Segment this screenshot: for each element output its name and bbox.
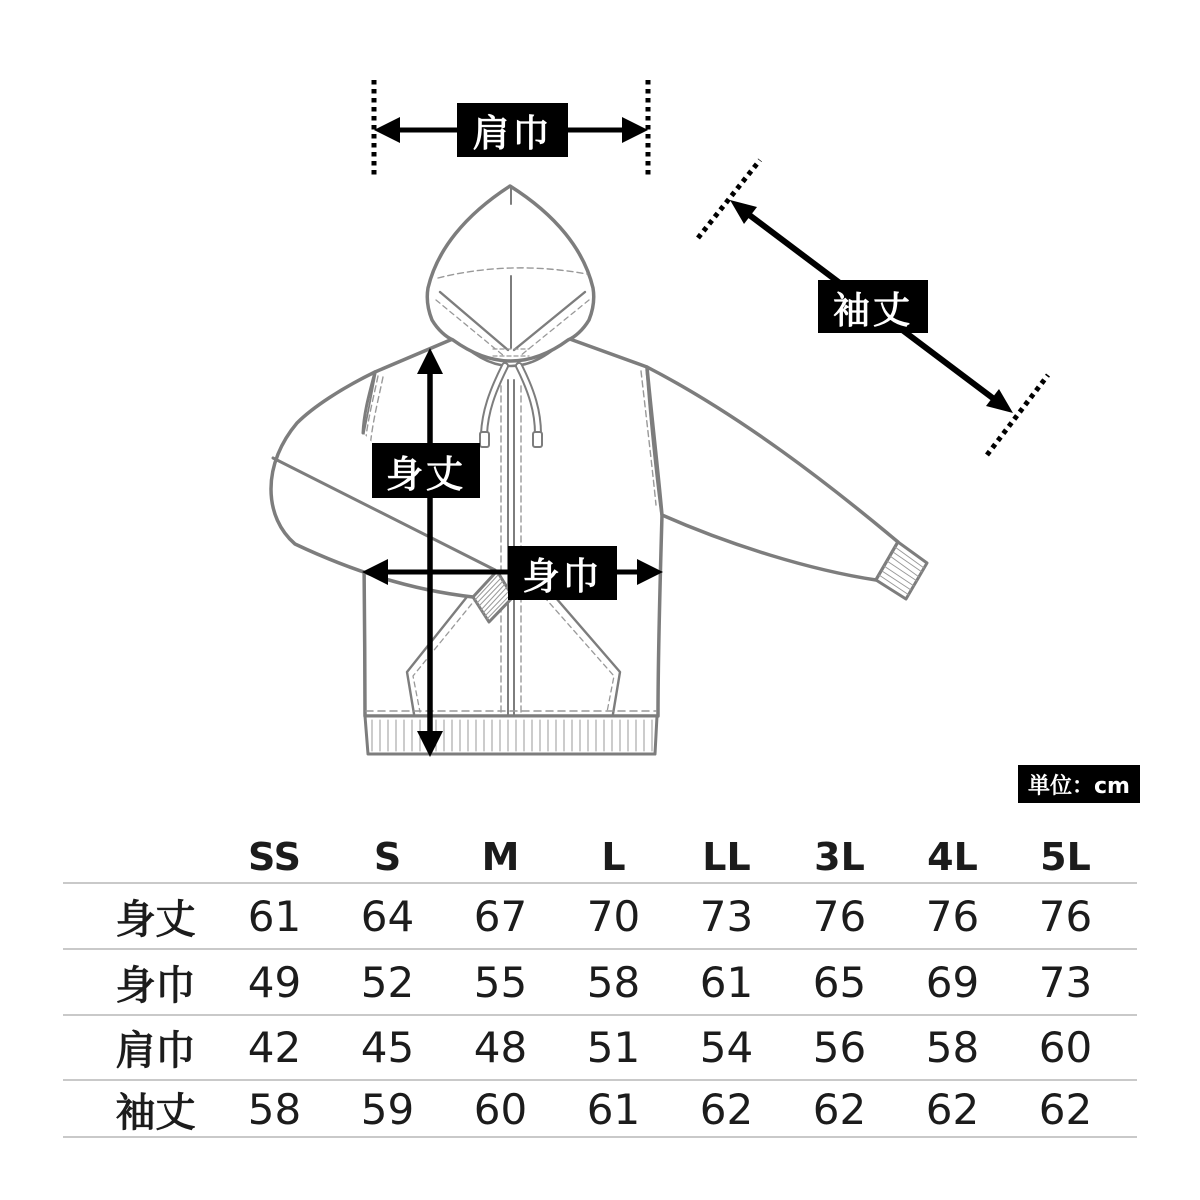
value-cell: 62 — [812, 1085, 867, 1134]
arrowhead-right — [622, 117, 648, 143]
size-header-3l: 3L — [814, 834, 865, 879]
value-cell: 45 — [360, 1023, 415, 1072]
value-cell: 73 — [1038, 957, 1093, 1007]
value-cell: 76 — [1038, 891, 1093, 941]
value-cell: 76 — [925, 891, 980, 941]
right-sleeve — [647, 367, 927, 599]
value-cell: 58 — [925, 1023, 980, 1072]
value-cell: 70 — [586, 891, 641, 941]
table-row-body-width — [63, 950, 1137, 1016]
value-cell: 61 — [699, 957, 754, 1007]
row-label: 身巾 — [115, 962, 196, 1009]
value-cell: 76 — [812, 891, 867, 941]
value-cell: 64 — [360, 891, 415, 941]
value-cell: 52 — [360, 957, 415, 1007]
size-header-5l: 5L — [1040, 834, 1091, 879]
value-cell: 55 — [473, 957, 528, 1007]
value-cell: 62 — [925, 1085, 980, 1134]
table-row-body-length — [63, 884, 1137, 950]
hem-band — [365, 711, 657, 754]
row-label: 袖丈 — [115, 1090, 196, 1136]
value-cell: 62 — [1038, 1085, 1093, 1134]
value-cell: 58 — [586, 957, 641, 1007]
value-cell: 59 — [360, 1085, 415, 1134]
row-label: 身丈 — [115, 896, 196, 943]
value-cell: 69 — [925, 957, 980, 1007]
sleeve-length-label: 袖丈 — [818, 280, 928, 333]
row-label: 肩巾 — [115, 1028, 196, 1074]
size-header-ss: SS — [247, 834, 302, 879]
table-row-sleeve-length — [63, 1081, 1137, 1138]
value-cell: 56 — [812, 1023, 867, 1072]
body-width-label: 身巾 — [508, 546, 617, 600]
value-cell: 61 — [586, 1085, 641, 1134]
value-cell: 60 — [1038, 1023, 1093, 1072]
size-header-ll: LL — [702, 834, 751, 879]
value-cell: 65 — [812, 957, 867, 1007]
shoulder-width-label: 肩巾 — [457, 103, 568, 157]
size-spec-table — [63, 831, 1137, 1138]
value-cell: 60 — [473, 1085, 528, 1134]
value-cell: 62 — [699, 1085, 754, 1134]
value-cell: 61 — [247, 891, 302, 941]
value-cell: 48 — [473, 1023, 528, 1072]
value-cell: 42 — [247, 1023, 302, 1072]
drawstring-aglet-left — [480, 432, 489, 447]
size-header-s: S — [373, 834, 402, 879]
value-cell: 54 — [699, 1023, 754, 1072]
table-row-shoulder-width — [63, 1016, 1137, 1081]
size-table-header-row — [63, 831, 1137, 884]
unit-badge: 単位：cm — [1018, 765, 1140, 803]
size-header-4l: 4L — [927, 834, 978, 879]
size-header-m: M — [481, 834, 520, 879]
value-cell: 51 — [586, 1023, 641, 1072]
value-cell: 67 — [473, 891, 528, 941]
body-length-label: 身丈 — [372, 443, 480, 498]
right-sleeve-outline — [647, 367, 898, 580]
hood — [427, 186, 594, 361]
value-cell: 58 — [247, 1085, 302, 1134]
value-cell: 49 — [247, 957, 302, 1007]
size-header-l: L — [601, 834, 626, 879]
arrowhead-left — [374, 117, 400, 143]
value-cell: 73 — [699, 891, 754, 941]
drawstring-aglet-right — [533, 432, 542, 447]
